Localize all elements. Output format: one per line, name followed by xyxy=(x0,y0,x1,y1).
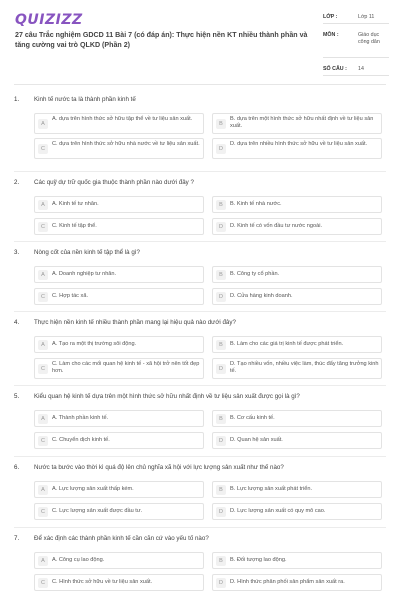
answer-option-d[interactable] xyxy=(212,432,382,449)
answer-option-d[interactable] xyxy=(212,358,382,379)
answer-option-b[interactable] xyxy=(212,336,382,353)
option-letter-badge: B xyxy=(216,200,226,210)
meta-value-count: 14 xyxy=(358,66,364,72)
question-divider xyxy=(14,241,386,242)
answer-option-a[interactable] xyxy=(34,196,204,213)
question-text: Kiểu quan hệ kinh tế dựa trên một hình thức sở hữu nhất định về tư liệu sản xuất được gọi là gì? xyxy=(34,393,300,400)
answer-option-a[interactable] xyxy=(34,410,204,427)
option-text: B. Lực lượng sản xuất phát triển. xyxy=(230,486,313,492)
question-divider xyxy=(14,456,386,457)
answer-option-b[interactable] xyxy=(212,113,382,134)
question-divider xyxy=(14,311,386,312)
option-text: D. Kinh tế có vốn đầu tư nước ngoài. xyxy=(230,223,323,229)
option-text: C. dựa trên hình thức sở hữu nhà nước về tư liệu sản xuất. xyxy=(52,141,200,147)
answer-option-b[interactable] xyxy=(212,266,382,283)
question-number: 5. xyxy=(14,393,20,400)
option-text: D. Quan hệ sản xuất. xyxy=(230,437,283,443)
option-letter-badge: A xyxy=(38,119,48,129)
question-divider xyxy=(14,527,386,528)
question-number: 3. xyxy=(14,249,20,256)
option-letter-badge: A xyxy=(38,485,48,495)
option-text: A. dựa trên hình thức sở hữu tập thể về tư liệu sản xuất. xyxy=(52,116,193,122)
answer-option-a[interactable] xyxy=(34,552,204,569)
option-letter-badge: D xyxy=(216,292,226,302)
meta-key-grade: LỚP : xyxy=(323,14,338,20)
answer-option-c[interactable] xyxy=(34,138,204,159)
page-title: 27 câu Trắc nghiệm GDCD 11 Bài 7 (có đáp án): Thực hiện nền KT nhiều thành phần và tăng cường vai trò QLKD (Phần 2) xyxy=(15,31,308,49)
option-text: D. Cửa hàng kinh doanh. xyxy=(230,293,293,299)
meta-key-subject: MÔN : xyxy=(323,32,339,38)
option-text: C. Hợp tác xã. xyxy=(52,293,88,299)
option-text: A. Lực lượng sản xuất thấp kém. xyxy=(52,486,134,492)
option-letter-badge: B xyxy=(216,119,226,129)
option-letter-badge: D xyxy=(216,144,226,154)
option-text: C. Làm cho các mối quan hệ kinh tế - xã hội trở nên tốt đẹp hơn. xyxy=(52,361,200,374)
header-divider xyxy=(14,84,386,85)
question-text: Kinh tế nước ta là thành phần kinh tế xyxy=(34,96,136,103)
option-text: D. Lực lượng sản xuất có quy mô cao. xyxy=(230,508,326,514)
question-number: 6. xyxy=(14,464,20,471)
question-number: 7. xyxy=(14,535,20,542)
quizizz-logo[interactable]: QUIZIZZ xyxy=(15,12,83,28)
meta-row-grade xyxy=(323,10,389,24)
option-text: B. Đối tượng lao động. xyxy=(230,557,287,563)
option-letter-badge: B xyxy=(216,556,226,566)
question-text: Nòng cốt của nền kinh tế tập thể là gì? xyxy=(34,249,140,256)
option-text: A. Doanh nghiệp tư nhân. xyxy=(52,271,117,277)
meta-key-count: SỐ CÂU : xyxy=(323,66,347,72)
option-text: D. dựa trên nhiều hình thức sở hữu về tư liệu sản xuất. xyxy=(230,141,368,147)
option-letter-badge: C xyxy=(38,436,48,446)
option-letter-badge: A xyxy=(38,414,48,424)
option-letter-badge: D xyxy=(216,578,226,588)
option-letter-badge: B xyxy=(216,414,226,424)
answer-option-a[interactable] xyxy=(34,113,204,134)
option-text: A. Tạo ra một thị trường sôi động. xyxy=(52,341,137,347)
option-text: A. Công cụ lao động. xyxy=(52,557,105,563)
answer-option-c[interactable] xyxy=(34,218,204,235)
answer-option-d[interactable] xyxy=(212,218,382,235)
question-text: Để xác định các thành phần kinh tế cần căn cứ vào yếu tố nào? xyxy=(34,535,209,542)
answer-option-b[interactable] xyxy=(212,481,382,498)
meta-row-count xyxy=(323,62,389,76)
question-number: 4. xyxy=(14,319,20,326)
option-text: B. Làm cho các giá trị kinh tế được phát triển. xyxy=(230,341,344,347)
option-text: A. Kinh tế tư nhân. xyxy=(52,201,99,207)
answer-option-c[interactable] xyxy=(34,288,204,305)
option-text: D. Tạo nhiều vốn, nhiều việc làm, thúc đẩy tăng trưởng kinh tế. xyxy=(230,361,379,374)
option-text: B. dựa trên một hình thức sở hữu nhất định về tư liệu sản xuất. xyxy=(230,116,374,129)
answer-option-d[interactable] xyxy=(212,288,382,305)
option-letter-badge: C xyxy=(38,144,48,154)
answer-option-d[interactable] xyxy=(212,574,382,591)
answer-option-a[interactable] xyxy=(34,336,204,353)
option-letter-badge: A xyxy=(38,556,48,566)
answer-option-c[interactable] xyxy=(34,503,204,520)
option-letter-badge: C xyxy=(38,292,48,302)
option-letter-badge: A xyxy=(38,340,48,350)
option-text: C. Chuyển dịch kinh tế. xyxy=(52,437,110,443)
option-text: B. Cơ cấu kinh tế. xyxy=(230,415,275,421)
answer-option-c[interactable] xyxy=(34,574,204,591)
option-text: D. Hình thức phân phối sản phẩm sản xuất ra. xyxy=(230,579,345,585)
option-letter-badge: C xyxy=(38,578,48,588)
question-number: 2. xyxy=(14,179,20,186)
page-header xyxy=(0,0,400,84)
answer-option-b[interactable] xyxy=(212,410,382,427)
meta-value-subject: Giáo dục công dân xyxy=(358,32,380,45)
answer-option-c[interactable] xyxy=(34,358,204,379)
option-letter-badge: A xyxy=(38,270,48,280)
option-letter-badge: C xyxy=(38,364,48,374)
question-number: 1. xyxy=(14,96,20,103)
answer-option-d[interactable] xyxy=(212,138,382,159)
question-divider xyxy=(14,171,386,172)
option-letter-badge: D xyxy=(216,507,226,517)
option-letter-badge: B xyxy=(216,270,226,280)
question-text: Các quỹ dự trữ quốc gia thuộc thành phần nào dưới đây ? xyxy=(34,179,194,186)
option-letter-badge: B xyxy=(216,340,226,350)
option-letter-badge: A xyxy=(38,200,48,210)
option-text: B. Công ty cổ phần. xyxy=(230,271,280,277)
meta-value-grade: Lớp 11 xyxy=(358,14,375,20)
option-letter-badge: B xyxy=(216,485,226,495)
meta-row-subject xyxy=(323,28,389,58)
answer-option-a[interactable] xyxy=(34,266,204,283)
answer-option-a[interactable] xyxy=(34,481,204,498)
question-text: Thực hiện nền kinh tế nhiều thành phần mang lại hiệu quả nào dưới đây? xyxy=(34,319,236,326)
answer-option-b[interactable] xyxy=(212,196,382,213)
option-letter-badge: D xyxy=(216,364,226,374)
option-letter-badge: D xyxy=(216,436,226,446)
option-text: C. Lực lượng sản xuất được đầu tư. xyxy=(52,508,143,514)
option-text: C. Hình thức sở hữu về tư liệu sản xuất. xyxy=(52,579,153,585)
question-divider xyxy=(14,385,386,386)
question-text: Nước ta bước vào thời kì quá độ lên chủ nghĩa xã hội với lực lượng sản xuất như thế nào? xyxy=(34,464,284,471)
answer-option-c[interactable] xyxy=(34,432,204,449)
option-letter-badge: C xyxy=(38,222,48,232)
option-text: C. Kinh tế tập thể. xyxy=(52,223,97,229)
answer-option-b[interactable] xyxy=(212,552,382,569)
option-letter-badge: D xyxy=(216,222,226,232)
option-text: A. Thành phần kinh tế. xyxy=(52,415,109,421)
answer-option-d[interactable] xyxy=(212,503,382,520)
option-letter-badge: C xyxy=(38,507,48,517)
option-text: B. Kinh tế nhà nước. xyxy=(230,201,282,207)
